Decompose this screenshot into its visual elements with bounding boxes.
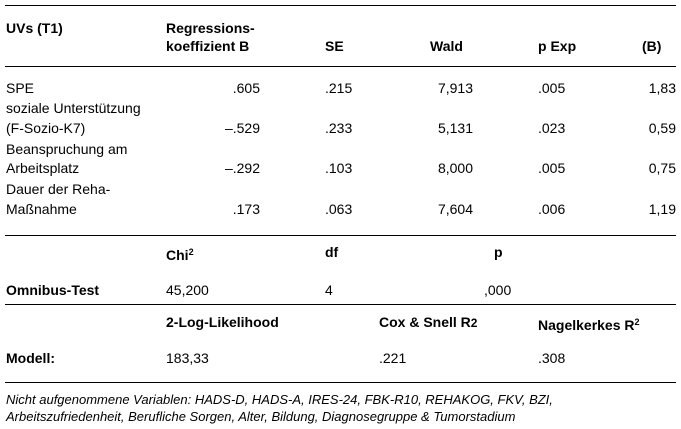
- footnote-line2: Arbeitszufriedenheit, Berufliche Sorgen, Alter, Bildung, Diagnosegruppe & Tumorstadium: [6, 409, 516, 424]
- row-beanspruchung-se: .103: [325, 160, 353, 176]
- header-wald: Wald: [430, 38, 463, 54]
- row-sozial-label2: (F-Sozio-K7): [6, 120, 86, 136]
- row-spe-label: SPE: [6, 80, 35, 96]
- row-sozial-se: .233: [325, 120, 353, 136]
- row-spe-wald: 7,913: [437, 80, 473, 96]
- footnote-line1: Nicht aufgenommene Variablen: HADS-D, HADS-A, IRES-24, FBK-R10, REHAKOG, FKV, BZI,: [6, 392, 553, 407]
- omnibus-chi-value: 45,200: [166, 282, 209, 298]
- row-sozial-expb: 0,59: [648, 120, 676, 136]
- omnibus-p-header: p: [494, 244, 503, 260]
- row-dauer-label2: Maßnahme: [6, 201, 77, 217]
- row-sozial-coef: –.529: [224, 120, 260, 136]
- row-beanspruchung-p: .005: [538, 160, 566, 176]
- modell-cox-value: .221: [379, 350, 407, 366]
- modell-nagel-value: .308: [538, 350, 566, 366]
- row-sozial-label1: soziale Unterstützung: [6, 100, 141, 116]
- omnibus-df-value: 4: [325, 282, 333, 298]
- omnibus-p-value: ,000: [484, 282, 512, 298]
- omnibus-df-header: df: [325, 244, 339, 260]
- modell-loglik-value: 183,33: [166, 350, 209, 366]
- header-pexp: p Exp: [538, 38, 577, 54]
- row-dauer-p: .006: [538, 201, 566, 217]
- row-dauer-wald: 7,604: [437, 201, 473, 217]
- row-spe-p: .005: [538, 80, 566, 96]
- row-beanspruchung-label1: Beanspruchung am: [6, 141, 128, 157]
- omnibus-row-label: Omnibus-Test: [6, 282, 100, 298]
- row-spe-se: .215: [325, 80, 353, 96]
- row-spe-expb: 1,83: [648, 80, 676, 96]
- omnibus-chi-header: Chi$^2$: [166, 247, 194, 263]
- row-spe-coef: .605: [232, 80, 260, 96]
- row-sozial-wald: 5,131: [437, 120, 473, 136]
- table-top-rule: [5, 5, 676, 6]
- row-beanspruchung-expb: 0,75: [648, 160, 676, 176]
- row-beanspruchung-wald: 8,000: [437, 160, 473, 176]
- modell-nagel-header: Nagelkerkes $R^2$: [538, 317, 640, 333]
- header-bottom-rule: [5, 66, 676, 67]
- modell-row-label: Modell:: [6, 350, 55, 366]
- row-beanspruchung-coef: –.292: [224, 160, 260, 176]
- header-uvs: UVs (T1): [6, 20, 63, 36]
- table-footnote: [6, 391, 553, 425]
- header-regression-line2: koeffizient B: [166, 38, 250, 54]
- coefficients-bottom-rule: [5, 235, 676, 236]
- header-expb: (B): [642, 38, 662, 54]
- modell-loglik-header: 2-Log-Likelihood: [166, 314, 279, 330]
- modell-bottom-rule: [5, 382, 676, 383]
- omnibus-bottom-rule: [5, 304, 676, 305]
- header-regression-line1: Regressions-: [166, 20, 255, 36]
- modell-cox-header: Cox & Snell R2: [379, 314, 478, 330]
- row-dauer-coef: .173: [232, 201, 260, 217]
- row-sozial-p: .023: [538, 120, 566, 136]
- row-dauer-label1: Dauer der Reha-: [6, 181, 111, 197]
- row-dauer-expb: 1,19: [648, 201, 676, 217]
- row-dauer-se: .063: [325, 201, 353, 217]
- header-se: SE: [325, 38, 344, 54]
- row-beanspruchung-label2: Arbeitsplatz: [6, 160, 80, 176]
